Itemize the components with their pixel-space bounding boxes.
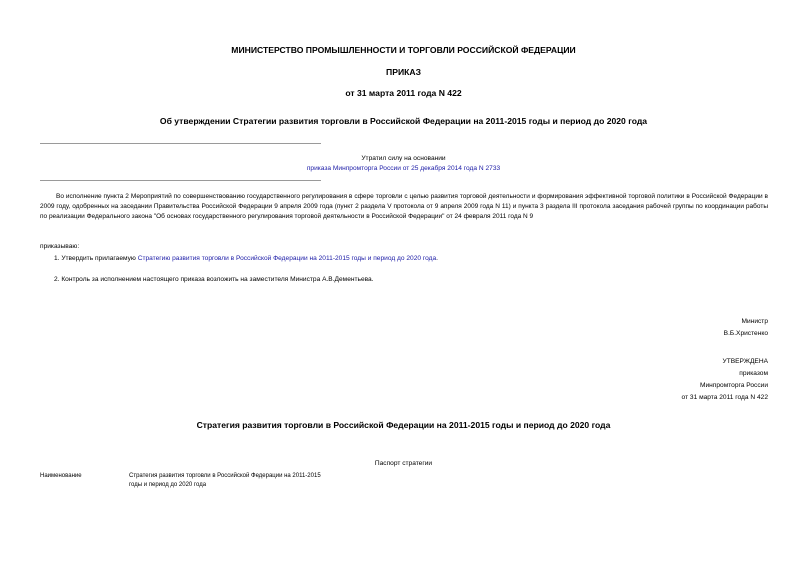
strategy-link[interactable]: Стратегию развития торговли в Российской Федерации на 2011-2015 годы и период до 2020 года: [137, 255, 437, 262]
approval-block: [682, 356, 768, 404]
order-item-1-prefix: 1. Утвердить прилагаемую: [54, 255, 138, 262]
repeal-note: Утратил силу на основании: [361, 155, 446, 162]
passport-row-value: [129, 472, 321, 490]
strategy-title: Стратегия развития торговли в Российской Федерации на 2011-2015 годы и период до 2020 года: [196, 420, 611, 430]
signature-block: [724, 316, 768, 340]
intro-paragraph: Во исполнение пункта 2 Мероприятий по совершенствованию государственного регулирования в сфере торговли с целью развития торговой деятельности и формирования эффективной торговой политики в Российской Федерации в 2009 году, одобренных на заседании Правительства Российской Федерации 9 апреля 2009 года (пункт 2 раздела V протокола от 9 апреля 2009 года N 11) и пункта 3 раздела III протокола заседания рабочей группы по координации работы по реализации Федерального закона "Об основах государственного регулирования торговой деятельности в Российской Федерации" от 24 февраля 2011 года N 9: [40, 193, 768, 220]
order-item-1: [54, 254, 438, 264]
order-word: приказываю:: [40, 243, 80, 250]
order-item-1-suffix: .: [436, 255, 439, 262]
repeal-order-link[interactable]: приказа Минпромторга России от 25 декабря 2014 года N 2733: [306, 165, 501, 172]
divider-bottom: [40, 180, 321, 181]
passport-row-label: Наименование: [40, 473, 82, 479]
signature-position: Министр: [741, 318, 768, 325]
passport-heading: Паспорт стратегии: [374, 460, 433, 467]
passport-row-value-line-2: годы и период до 2020 года: [129, 482, 207, 488]
order-item-2: 2. Контроль за исполнением настоящего приказа возложить на заместителя Министра А.В.Дементьева.: [54, 276, 374, 283]
approval-line-1: УТВЕРЖДЕНА: [722, 358, 768, 365]
signature-name: В.Б.Христенко: [723, 330, 768, 337]
order-title: Об утверждении Стратегии развития торговли в Российской Федерации на 2011-2015 годы и период до 2020 года: [159, 116, 648, 126]
ministry-heading: МИНИСТЕРСТВО ПРОМЫШЛЕННОСТИ И ТОРГОВЛИ РОССИЙСКОЙ ФЕДЕРАЦИИ: [231, 45, 576, 55]
order-date-number: от 31 марта 2011 года N 422: [345, 88, 462, 98]
approval-line-2: приказом: [739, 370, 768, 377]
passport-row-value-line-1: Стратегия развития торговли в Российской Федерации на 2011-2015: [129, 473, 321, 479]
divider-top: [40, 143, 321, 144]
approval-line-3: Минпромторга России: [699, 382, 768, 389]
approval-line-4: от 31 марта 2011 года N 422: [681, 394, 768, 401]
document-type: ПРИКАЗ: [386, 67, 421, 77]
